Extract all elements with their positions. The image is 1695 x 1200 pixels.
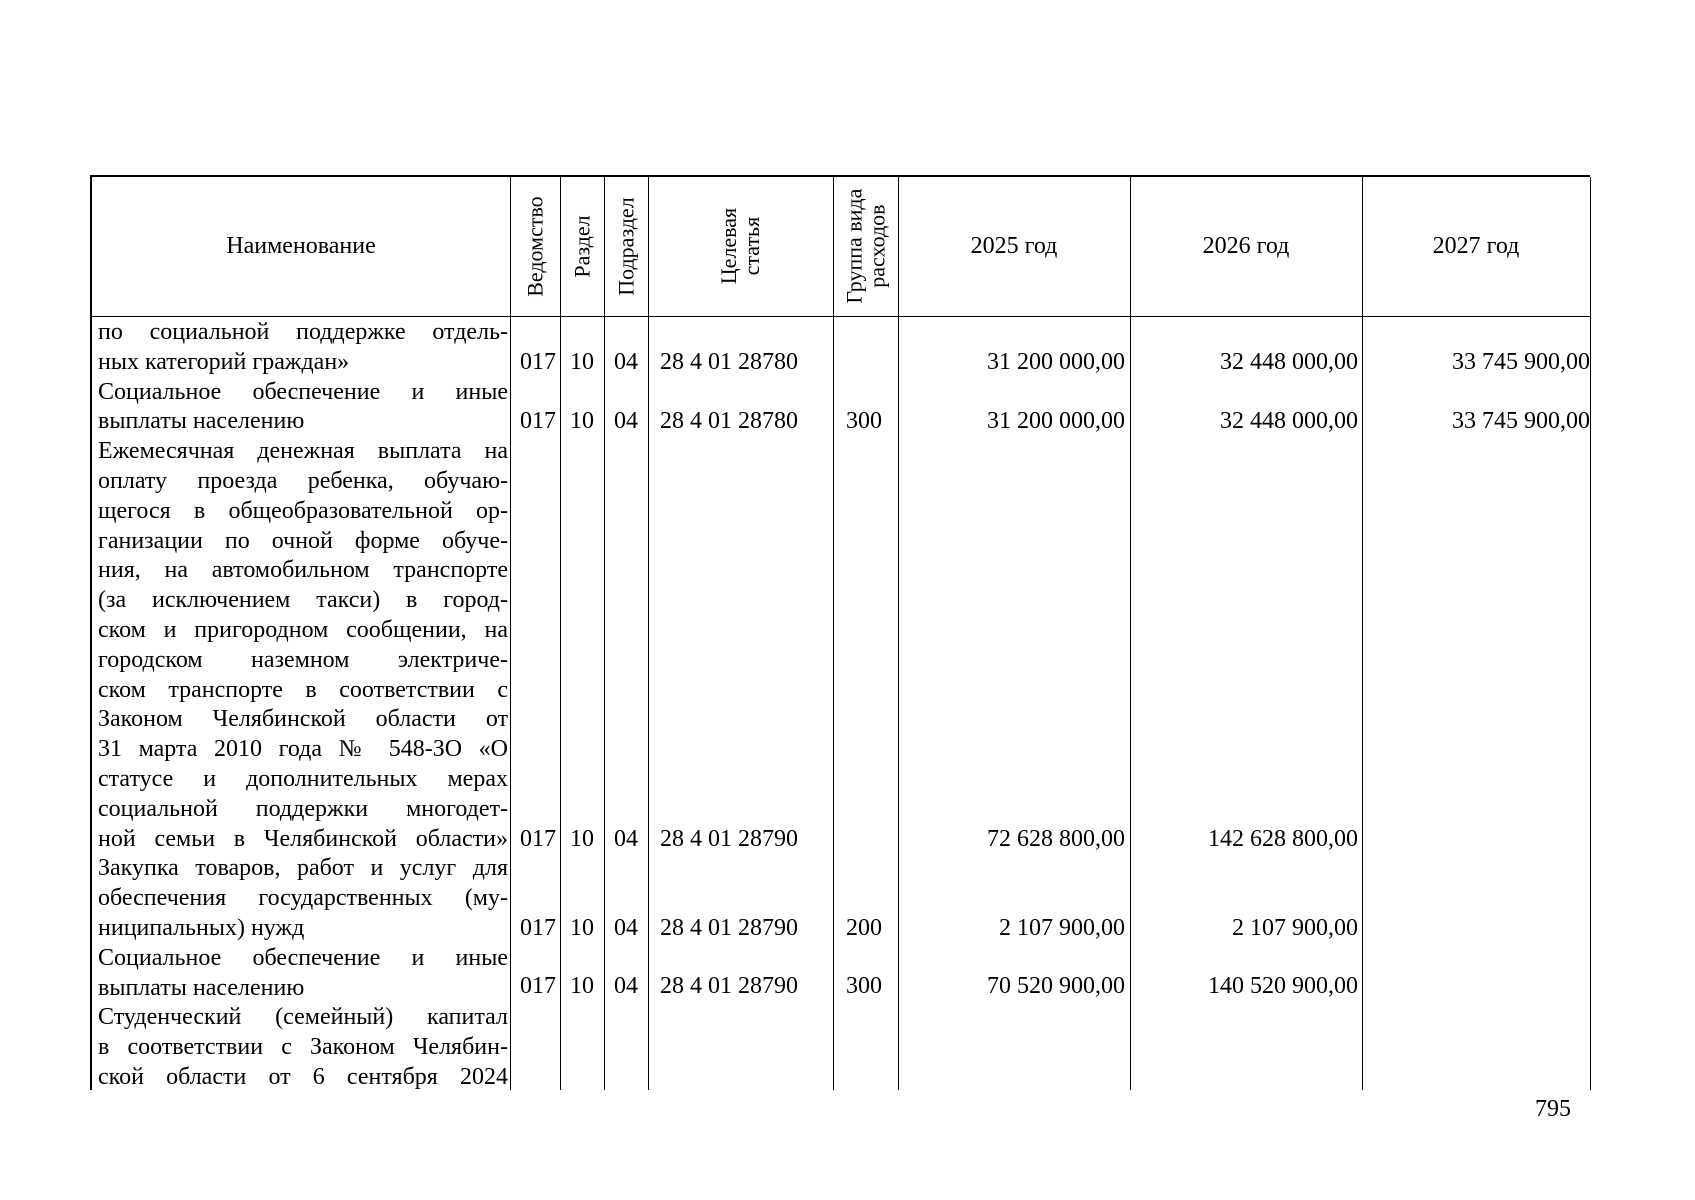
header-podrazdel [604,177,648,316]
name-line: по социальной поддержке отдель- [98,319,508,345]
name-line: Закупка товаров, работ и услуг для [98,855,508,882]
header-gruppa-line2: расходов [864,204,890,289]
cell-2026: 142 628 800,00 [1208,826,1358,852]
cell-gruppa: 200 [846,915,882,941]
header-podrazdel-text: Подраздел [613,197,639,296]
cell-podrazdel: 04 [614,915,638,941]
header-2027-text: 2027 год [1432,232,1520,259]
header-razdel [560,177,604,316]
cell-2026: 2 107 900,00 [1232,915,1358,941]
name-line: 31 марта 2010 года № 548-ЗО «О [98,736,508,763]
name-line: в соответствии с Законом Челябин- [98,1034,508,1061]
cell-2025: 2 107 900,00 [999,915,1125,941]
header-divider [92,316,1590,317]
name-line: ниципальных) нужд [98,914,305,941]
cell-2027: 33 745 900,00 [1452,408,1590,434]
name-line: Социальное обеспечение и иные [98,378,508,405]
name-line: ния, на автомобильном транспорте [98,557,508,584]
header-2025 [898,177,1130,316]
name-line: обеспечения государственных (му- [98,885,508,912]
header-2026-text: 2026 год [1202,232,1290,259]
cell-razdel: 10 [570,915,594,941]
name-line: (за исключением такси) в город- [98,587,508,614]
name-line: Студенческий (семейный) капитал [98,1004,508,1031]
cell-2025: 31 200 000,00 [987,349,1125,375]
header-name [92,177,510,316]
name-line: статусе и дополнительных мерах [98,765,508,792]
name-line: ганизации по очной форме обуче- [98,527,508,554]
cell-celevaya: 28 4 01 28790 [660,826,798,852]
name-column [98,318,508,1093]
name-line: Ежемесячная денежная выплата на [98,438,508,465]
cell-razdel: 10 [570,826,594,852]
page-number: 795 [1535,1096,1571,1122]
budget-table [90,175,1590,1090]
cell-razdel: 10 [570,349,594,375]
header-celevaya-text [717,208,763,284]
cell-podrazdel: 04 [614,408,638,434]
cell-celevaya: 28 4 01 28780 [660,349,798,375]
name-line: ском транспорте в соответствии с [98,676,508,703]
cell-vedomstvo: 017 [520,915,556,941]
cell-2025: 72 628 800,00 [987,826,1125,852]
header-vedomstvo-text: Ведомство [522,196,548,297]
name-line: городском наземном электриче- [98,646,508,673]
cell-podrazdel: 04 [614,973,638,999]
header-gruppa [833,177,898,316]
header-2025-text: 2025 год [970,232,1058,259]
header-gruppa-text [842,189,888,304]
header-celevaya-line2: статья [739,217,765,276]
header-name-text: Наименование [226,232,376,259]
cell-2025: 31 200 000,00 [987,408,1125,434]
header-2026 [1130,177,1362,316]
header-celevaya-line1: Целевая [716,208,742,285]
cell-2026: 32 448 000,00 [1220,349,1358,375]
name-line: выплаты населению [98,974,305,1001]
name-line: выплаты населению [98,408,305,435]
cell-vedomstvo: 017 [520,826,556,852]
cell-vedomstvo: 017 [520,973,556,999]
name-line: ных категорий граждан» [98,348,350,375]
header-2027 [1362,177,1590,316]
name-line: щегося в общеобразовательной ор- [98,497,508,524]
name-line: ной семьи в Челябинской области» [98,825,508,852]
cell-razdel: 10 [570,973,594,999]
cell-podrazdel: 04 [614,349,638,375]
header-gruppa-line1: Группа вида [841,189,867,304]
cell-2026: 32 448 000,00 [1220,408,1358,434]
cell-vedomstvo: 017 [520,408,556,434]
name-line: ской области от 6 сентября 2024 [98,1063,508,1090]
cell-vedomstvo: 017 [520,349,556,375]
cell-celevaya: 28 4 01 28790 [660,973,798,999]
cell-2027: 33 745 900,00 [1452,349,1590,375]
header-vedomstvo [510,177,560,316]
cell-celevaya: 28 4 01 28780 [660,408,798,434]
cell-podrazdel: 04 [614,826,638,852]
cell-gruppa: 300 [846,973,882,999]
name-line: ском и пригородном сообщении, на [98,616,508,643]
name-line: Законом Челябинской области от [98,706,508,733]
cell-2026: 140 520 900,00 [1208,973,1358,999]
header-celevaya [648,177,833,316]
header-razdel-text: Раздел [569,215,595,278]
cell-celevaya: 28 4 01 28790 [660,915,798,941]
cell-gruppa: 300 [846,408,882,434]
name-line: социальной поддержки многодет- [98,795,508,822]
name-line: Социальное обеспечение и иные [98,944,508,971]
name-line: оплату проезда ребенка, обучаю- [98,467,508,494]
cell-2025: 70 520 900,00 [987,973,1125,999]
column-divider [1590,177,1591,1090]
cell-razdel: 10 [570,408,594,434]
